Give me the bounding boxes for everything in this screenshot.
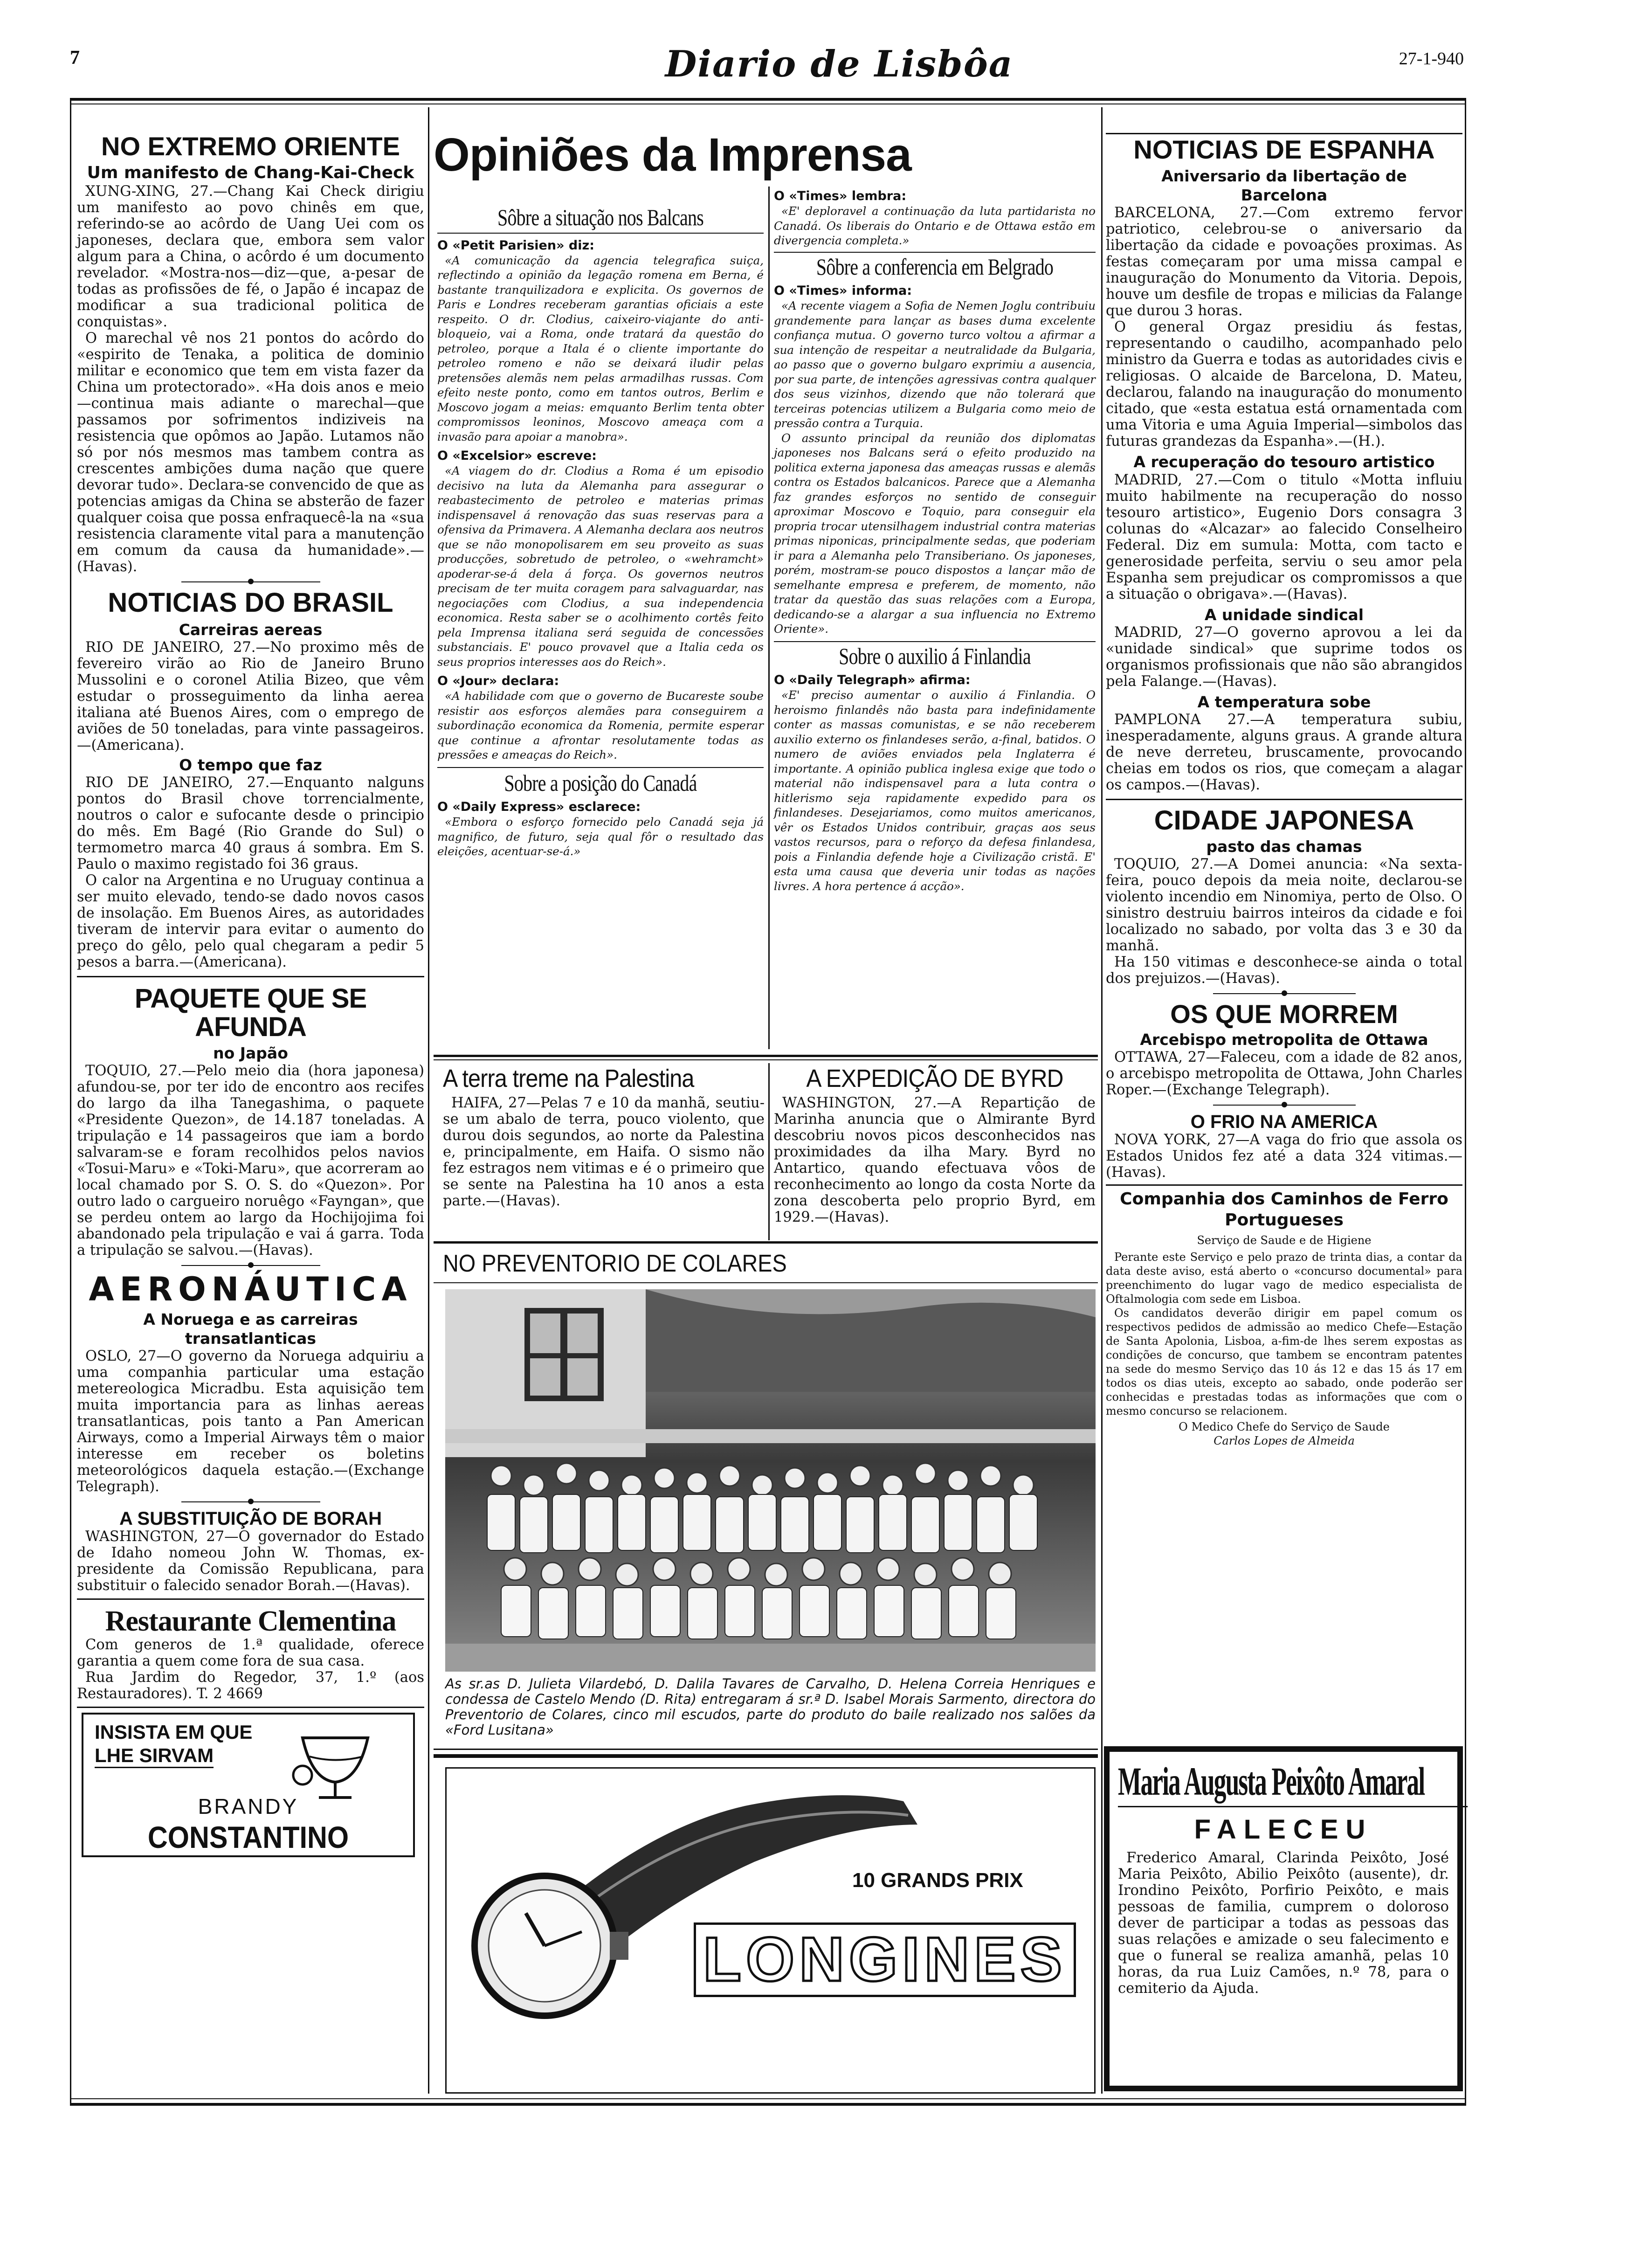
times-source: O «Times» lembra: xyxy=(774,189,907,203)
ornament-divider xyxy=(77,1495,424,1509)
longines-logo: LONGINES xyxy=(694,1922,1076,1997)
extremo-oriente-paragraph: O marechal vê nos 21 pontos do acôrdo do «espirito de Tenaka, a politica de dominio militar e economico que tem em vista fazer da China um protectorado». «Ha dois anos e meio—continua mais adiante o marechal—que passamos por sofrimentos indiziveis na resistencia que opômos ao Japão. Lutamos não só por nós mesmos mas tambem contra as crescentes ambições duma nação que quere devorar tudo». Declara-se convencido de que as potencias amigas da China se absterão de fazer qualquer coisa que possa enfraquecê-la na «sua resistencia claramente vital para a manutenção em comum da causa da humanidade».—(Havas). xyxy=(77,330,424,575)
brandy-ad xyxy=(82,1713,415,1857)
brandy-ad-line: INSISTA EM QUE xyxy=(95,1721,253,1743)
obituary-faleceu: FALECEU xyxy=(1194,1814,1373,1845)
brasil-subhead: Carreiras aereas xyxy=(179,620,323,639)
ornament-divider xyxy=(77,1258,424,1272)
brandy-ad-brand: CONSTANTINO xyxy=(147,1820,349,1855)
byrd-block xyxy=(774,1065,1096,1225)
column-rule-2 xyxy=(1101,107,1103,2094)
cidade-japonesa-headline: CIDADE JAPONESA xyxy=(1154,805,1414,836)
espanha-subhead: A unidade sindical xyxy=(1204,605,1364,624)
preventorio-rule xyxy=(434,1282,1098,1283)
section-rule xyxy=(77,976,424,977)
times-quote: «E' deploravel a continuação da luta partidarista no Canadá. Os liberais do Ontario e de Ottawa estão em divergencia completa.» xyxy=(774,204,1096,247)
companhia-signature: O Medico Chefe do Serviço de Saude xyxy=(1179,1420,1390,1434)
jour-quote: «A habilidade com que o governo de Bucareste soube resistir aos esforços alemães para conseguirem a subordinação economica da Romenia, permite esperar que continue a afrontar resolutamente todas as pressões e ameaças do Reich». xyxy=(437,689,764,761)
bottom-rule-thin xyxy=(70,2098,1466,2099)
terra-treme-headline: A terra treme na Palestina xyxy=(443,1065,694,1093)
companhia-subhead: Serviço de Saude e de Higiene xyxy=(1197,1234,1372,1247)
espanha-paragraph: BARCELONA, 27.—Com extremo fervor patriotico, celebrou-se o aniversario da libertação da cidade e povoações proximas. As festas começaram por uma missa campal e inauguração do Monumento da Vitoria. Depois, houve um desfile de tropas e milicias da Falange que durou 3 horas. xyxy=(1106,205,1462,319)
top-rule xyxy=(70,98,1466,101)
frio-america-paragraph: NOVA YORK, 27—A vaga do frio que assola os Estados Unidos fez até a data 324 vitimas.—(Havas). xyxy=(1106,1132,1462,1181)
column-rule-1 xyxy=(428,107,429,2094)
times-quote: O assunto principal da reunião dos diplomatas japoneses nos Balcans será o efeito produzido na politica externa japonesa das ameaças russas e alemãs contra os Estados balcanicos. Parece que a Alemanha faz grandes esforços no sentido de conseguir aproximar Moscovo e Toquio, para conseguir ela propria trocar utensilhagem industrial contra materias primas niponicas, principalmente sedas, que poderiam ir para a Alemanha pelo Transiberiano. Os japoneses, porém, mostram-se pouco dispostos a lançar mão de semelhante empresa e preferem, de momento, não tratar da questão das suas relações com a Europa, dedicando-se a alargar a sua influencia no Extremo Oriente». xyxy=(774,431,1096,636)
page-number: 7 xyxy=(70,47,80,69)
cidade-japonesa-paragraph: Ha 150 vitimas e desconhece-se ainda o total dos prejuizos.—(Havas). xyxy=(1106,954,1462,987)
aeronautica-subhead: A Noruega e as carreiras transatlanticas xyxy=(143,1310,358,1348)
band-rule xyxy=(434,1749,1098,1750)
companhia-signature: Carlos Lopes de Almeida xyxy=(1214,1434,1355,1448)
espanha-subhead: A recuperação do tesouro artistico xyxy=(1133,453,1435,471)
band-rule xyxy=(434,1754,1098,1758)
masthead: Diario de Lisbôa xyxy=(665,43,1014,85)
byrd-paragraph: WASHINGTON, 27.—A Repartição de Marinha anuncia que o Almirante Byrd descobriu novos picos desconhecidos nas proximidades da ilha Mary. Byrd no Antartico, quando efectuava vôos de reconhecimento ao longo da costa Norte da zona descoberta pelo proprio Byrd, em 1929.—(Havas). xyxy=(774,1094,1096,1225)
section-rule xyxy=(77,1707,424,1708)
frio-america-headline: O FRIO NA AMERICA xyxy=(1190,1112,1378,1133)
espanha-subhead: A temperatura sobe xyxy=(1197,692,1371,711)
finlandia-subhead: Sobre o auxilio á Finlandia xyxy=(839,643,1031,669)
issue-date: 27-1-940 xyxy=(1399,49,1464,69)
subhead-rule xyxy=(774,252,1096,253)
subhead-rule xyxy=(437,767,764,768)
brasil-paragraph: RIO DE JANEIRO, 27.—Enquanto nalguns pontos do Brasil chove torrencialmente, noutros o calor e sufocante desde o principio do mês. Em Bagé (Rio Grande do Sul) o termometro marca 40 graus á sombra. Em S. Paulo o maximo registado foi 36 graus. xyxy=(77,774,424,873)
belgrado-subhead: Sôbre a conferencia em Belgrado xyxy=(816,253,1054,280)
os-que-morrem-subhead: Arcebispo metropolita de Ottawa xyxy=(1140,1030,1428,1049)
brandy-ad-line: LHE SIRVAM xyxy=(95,1744,214,1768)
espanha-headline: NOTICIAS DE ESPANHA xyxy=(1106,133,1462,164)
opinioes-left-subcolumn xyxy=(437,205,764,859)
brasil-paragraph: O calor na Argentina e no Uruguay continua a ser muito elevado, tendo-se dado novos casos de insolação. Em Buenos Aires, as autoridades tiveram de intervir para evitar o aumento do preço do gêlo, pelo qual chegaram a pedir 5 pesos a barra.—(Americana). xyxy=(77,872,424,971)
terra-treme-paragraph: HAIFA, 27—Pelas 7 e 10 da manhã, seutiu-se um abalo de terra, pouco violento, que durou dois segundos, ao norte da Palestina e, principalmente, em Haifa. O sismo não fez estragos nem vitimas e é o primeiro que se sente na Palestina ha 10 anos a esta parte.—(Havas). xyxy=(443,1094,765,1209)
cidade-japonesa-paragraph: TOQUIO, 27.—A Domei anuncia: «Na sexta-feira, pouco depois da meia noite, declarou-se violento incendio em Ninomiya, perto de Olso. O sinistro destruiu bairros inteiros da cidade e foi localizado no sabado, por volta das 3 e 30 da manhã. xyxy=(1106,856,1462,954)
excelsior-quote: «A viagem do dr. Clodius a Roma é um episodio decisivo na luta da Alemanha para assegurar o reabastecimento de petroleo e materias primas indispensavel á renovação das suas reservas para a ofensiva da Primavera. A Alemanha declara aos neutros que se não monopolisarem em seu proveito as suas producções, sobretudo de petroleo, o «wehramcht» apoderar-se-á dela á força. Os governos neutros precisam de ter muita coragem para salvaguardar, nas negociações com Clodius, a sua independencia economica. Resta saber se o acolhimento cortês feito pela Imprensa italiana será seguida de concessões substanciais. E' pouco provavel que a Italia ceda os seus proprios interesses aos do Reich». xyxy=(437,464,764,669)
os-que-morrem-headline: OS QUE MORREM xyxy=(1170,999,1398,1029)
daily-telegraph-source: O «Daily Telegraph» afirma: xyxy=(774,673,971,687)
canada-subhead: Sobre a posição do Canadá xyxy=(504,769,697,796)
opinioes-right-subcolumn xyxy=(774,184,1096,893)
left-column xyxy=(77,133,424,1857)
section-rule xyxy=(77,1598,424,1600)
espanha-subhead: Aniversario da libertação de Barcelona xyxy=(1161,166,1407,205)
times-source: O «Times» informa: xyxy=(774,284,912,298)
subhead-rule xyxy=(437,233,764,234)
companhia-paragraph: Os candidatos deverão dirigir em papel comum os respectivos pedidos de admissão ao medico Chefe—Estação de Santa Apolonia, Lisboa, a-fim-de lhes serem expostas as condições de concurso, que tambem se encontram patentes na sede do mesmo Serviço das 10 ás 12 e das 15 ás 17 em todos os dias uteis, excepto ao sabado, onde poderão ser conhecidas e prestadas todas as informações que com o mesmo concurso se relacionem. xyxy=(1106,1307,1462,1418)
ornament-divider xyxy=(1106,1098,1462,1112)
os-que-morrem-paragraph: OTTAWA, 27—Faleceu, com a idade de 82 anos, o arcebispo metropolita de Ottawa, John Charles Roper.—(Exchange Telegraph). xyxy=(1106,1049,1462,1099)
daily-express-source: O «Daily Express» esclarece: xyxy=(437,800,641,814)
obituary-paragraph: Frederico Amaral, Clarinda Peixôto, José Maria Peixôto, Abilio Peixôto (ausente), dr. Irondino Peixôto, Porfirio Peixôto, e mais pessoas de familia, cumprem o doloroso dever de participar a todas as pessoas das suas relações e amizade o seu falecimento e que o funeral se realiza amanhã, pelas 10 horas, da rua Luiz Camões, n.º 78, para o cemiterio da Ajuda. xyxy=(1118,1850,1449,1997)
borah-headline: A SUBSTITUIÇÃO DE BORAH xyxy=(119,1508,382,1529)
times-quote: «A recente viagem a Sofia de Nemen Joglu contribuiu grandemente para lançar as bases duma excelente confiança mutua. O governo turco voltou a afirmar a sua intenção de respeitar a neutralidade da Bulgaria, ao passo que o governo bulgaro exprimiu a ausencia, por sua parte, de intenções agressivas contra qualquer dos seus vizinhos, dizendo que não tolerará que terceiras potencias utilizem a Bulgaria como meio de pressão contra a Turquia. xyxy=(774,299,1096,430)
cidade-japonesa-subhead: pasto das chamas xyxy=(1206,837,1362,856)
band-divider xyxy=(768,1063,770,1240)
section-rule xyxy=(1106,799,1462,800)
espanha-paragraph: PAMPLONA 27.—A temperatura subiu, inesperadamente, alguns graus. A grande altura de neve derreteu, bruscamente, provocando cheias em todos os rios, que começam a alagar os campos.—(Havas). xyxy=(1106,712,1462,794)
daily-telegraph-quote: «E' preciso aumentar o auxilio á Finlandia. O heroismo finlandês não basta para indefinidamente conter as massas comunistas, e se não receberem auxilio externo os finlandeses serão, a-final, batidos. O numero de aviões enviados pela Inglaterra é importante. A opinião publica inglesa exige que todo o material não indispensavel para a luta contra o hitlerismo seja rapidamente expedido para os finlandeses. Desejariamos, como muitos americanos, vêr os Estados Unidos contribuir, graças aos seus vastos recursos, para o reforço da defesa finlandesa, pois a Finlandia defende hoje a Civilização cristã. E' esta uma causa que deveria unir todas as nações livres. A hora pertence á acção». xyxy=(774,688,1096,893)
ornament-divider xyxy=(77,575,424,589)
preventorio-photo xyxy=(445,1289,1096,1672)
extremo-oriente-subhead: Um manifesto de Chang-Kai-Check xyxy=(87,163,414,182)
longines-prix: 10 GRANDS PRIX xyxy=(852,1869,1023,1892)
bottom-rule xyxy=(70,2103,1466,2106)
obituary-name: Maria Augusta Peixôto Amaral xyxy=(1118,1761,1468,1807)
band-rule xyxy=(434,1241,1098,1244)
espanha-paragraph: MADRID, 27—O governo aprovou a lei da «unidade sindical» que suprime todos os organismos profissionais que não são abrangidos pela Falange.—(Havas). xyxy=(1106,624,1462,690)
excelsior-source: O «Excelsior» escreve: xyxy=(437,449,597,463)
band-rule xyxy=(434,1055,1098,1057)
longines-ad xyxy=(445,1767,1096,2094)
section-rule xyxy=(1106,1184,1462,1186)
companhia-headline: Companhia dos Caminhos de Ferro Portugueses xyxy=(1120,1189,1448,1230)
brasil-subhead: O tempo que faz xyxy=(179,755,322,774)
restaurante-address: Rua Jardim do Regedor, 37, 1.º (aos Restauradores). T. 2 4669 xyxy=(77,1669,424,1702)
ornament-divider xyxy=(1106,987,1462,1001)
center-subcolumn-rule xyxy=(768,187,770,1049)
restaurante-text: Com generos de 1.ª qualidade, oferece garantia a quem come fora de sua casa. xyxy=(77,1637,424,1670)
paquete-subhead: no Japão xyxy=(213,1044,288,1062)
subhead-rule xyxy=(774,641,1096,642)
aeronautica-paragraph: OSLO, 27—O governo da Noruega adquiriu a uma companhia particular uma estação metereologica Micradbu. Esta aquisição tem muita importancia para as linhas aereas transatlanticas, pois tanto a Pan American Airways, como a Imperial Airways têm o maior interesse em receber os boletins meteorológicos daquela estação.—(Exchange Telegraph). xyxy=(77,1348,424,1495)
byrd-headline: A EXPEDIÇÃO DE BYRD xyxy=(806,1065,1063,1093)
left-frame xyxy=(70,101,71,2104)
right-column xyxy=(1106,133,1462,1448)
opinioes-headline: Opiniões da Imprensa xyxy=(434,129,911,181)
restaurante-headline: Restaurante Clementina xyxy=(105,1605,396,1638)
petit-parisien-source: O «Petit Parisien» diz: xyxy=(437,238,595,253)
extremo-oriente-paragraph: XUNG-XING, 27.—Chang Kai Check dirigiu um manifesto ao povo chinês em que, referindo-se ao acôrdo de Uang Uei com os japoneses, declara que, embora sem valor algum para a China, o acôrdo é um documento revelador. «Mostra-nos—diz—que, a-pesar de todas as profissões de fé, o Japão é incapaz de modificar a sua tradicional politica de conquistas». xyxy=(77,183,424,330)
terra-treme-block xyxy=(443,1065,765,1209)
daily-express-quote: «Embora o esforço fornecido pelo Canadá seja já magnifico, de futuro, seja qual fôr o resultado das eleições, acentuar-se-á.» xyxy=(437,815,764,858)
photo-caption: As sr.as D. Julieta Vilardebó, D. Dalila Tavares de Carvalho, D. Helena Correia Henriques e condessa de Castelo Mendo (D. Rita) entregaram á sr.ª D. Isabel Morais Sarmento, directora do Preventorio de Colares, cinco mil escudos, parte do produto do baile realizado nos salões da «Ford Lusitana» xyxy=(445,1676,1096,1738)
brasil-paragraph: RIO DE JANEIRO, 27.—No proximo mês de fevereiro virão ao Rio de Janeiro Bruno Mussolini e o coronel Atilia Bizeo, que vêm estudar o prosseguimento da linha aerea italiana até Buenos Aires, com o emprego de aviões de 50 toneladas, para vinte passageiros.—(Americana). xyxy=(77,639,424,754)
balcans-subhead: Sôbre a situação nos Balcans xyxy=(497,204,703,230)
jour-source: O «Jour» declara: xyxy=(437,674,559,688)
paquete-headline: PAQUETE QUE SE AFUNDA xyxy=(134,983,367,1043)
obituary-box xyxy=(1104,1746,1463,2091)
preventorio-headline: NO PREVENTORIO DE COLARES xyxy=(443,1250,787,1277)
paquete-paragraph: TOQUIO, 27.—Pelo meio dia (hora japonesa) afundou-se, por ter ido de encontro aos recifes do largo da ilha Tanegashima, o paquete «Presidente Quezon», de 14.187 toneladas. A tripulação e 14 passageiros que iam a bordo salvaram-se e foram recolhidos pelos navios «Tosui-Maru» e «Toki-Maru», que acorreram ao local chamado por S. O. S. do «Quezon». Por outro lado o cargueiro noruêgo «Fayngan», que se perdeu ontem ao largo da Hochijojima foi abandonado pela tripulação e vai á garra. Toda a tripulação se salvou.—(Havas). xyxy=(77,1063,424,1259)
espanha-paragraph: MADRID, 27.—Com o titulo «Motta influiu muito habilmente na recuperação do nosso tesouro artistico», Eugenio Dors consagra 3 colunas do «Alcazar» ao falecido Conselheiro Federal. Diz em sumula: Motta, com tacto e generosidade perfeita, serviu o seu amor pela Espanha sem prejudicar os compromissos a que a situação o obrigava».—(Havas). xyxy=(1106,471,1462,602)
band-rule xyxy=(434,1059,1098,1060)
brandy-ad-line: BRANDY xyxy=(198,1794,299,1819)
petit-parisien-quote: «A comunicação da agencia telegrafica suiça, reflectindo a opinião da legação romena em Berna, é bastante tranquilizadora e explicita. Os governos de Paris e Londres receberam garantias oficiais a este respeito. O dr. Clodius, caixeiro-viajante do anti-bloqueio, vai a Roma, onde tratará da questão do petroleo, porque a Itala é o cliente importante do petroleo romeno e não se deixará iludir pelas pretensões alemãs nem pelas armadilhas russas. Com efeito neste ponto, como em tantos outros, Berlim e Moscovo jogam a meias: emquanto Berlim tenta obter compromissos leoninos, Moscovo ameaça com a invasão para apoiar a manobra». xyxy=(437,253,764,443)
extremo-oriente-headline: NO EXTREMO ORIENTE xyxy=(101,131,400,161)
brandy-glass-icon xyxy=(284,1724,386,1803)
borah-paragraph: WASHINGTON, 27—O governador do Estado de Idaho nomeou John W. Thomas, ex-presidente da Comissão Republicana, para substituir o falecido senador Borah.—(Havas). xyxy=(77,1528,424,1594)
aeronautica-headline: AERONÁUTICA xyxy=(89,1270,413,1309)
companhia-paragraph: Perante este Serviço e pelo prazo de trinta dias, a contar da data deste aviso, está aberto o «concurso documental» para preenchimento do lugar vago de medico especialista de Oftalmologia com sede em Lisboa. xyxy=(1106,1251,1462,1306)
noticias-brasil-headline: NOTICIAS DO BRASIL xyxy=(108,587,393,618)
espanha-paragraph: O general Orgaz presidiu ás festas, representando o caudilho, acompanhado pelo ministro da Guerra e todas as autoridades civis e religiosas. O alcaide de Barcelona, D. Mateu, declarou, falando na inauguração do monumento citado, que «esta estatua está ornamentada com uma Vitoria e uma Aguia Imperial—simbolos das futuras grandezas da Espanha».—(H.). xyxy=(1106,319,1462,450)
